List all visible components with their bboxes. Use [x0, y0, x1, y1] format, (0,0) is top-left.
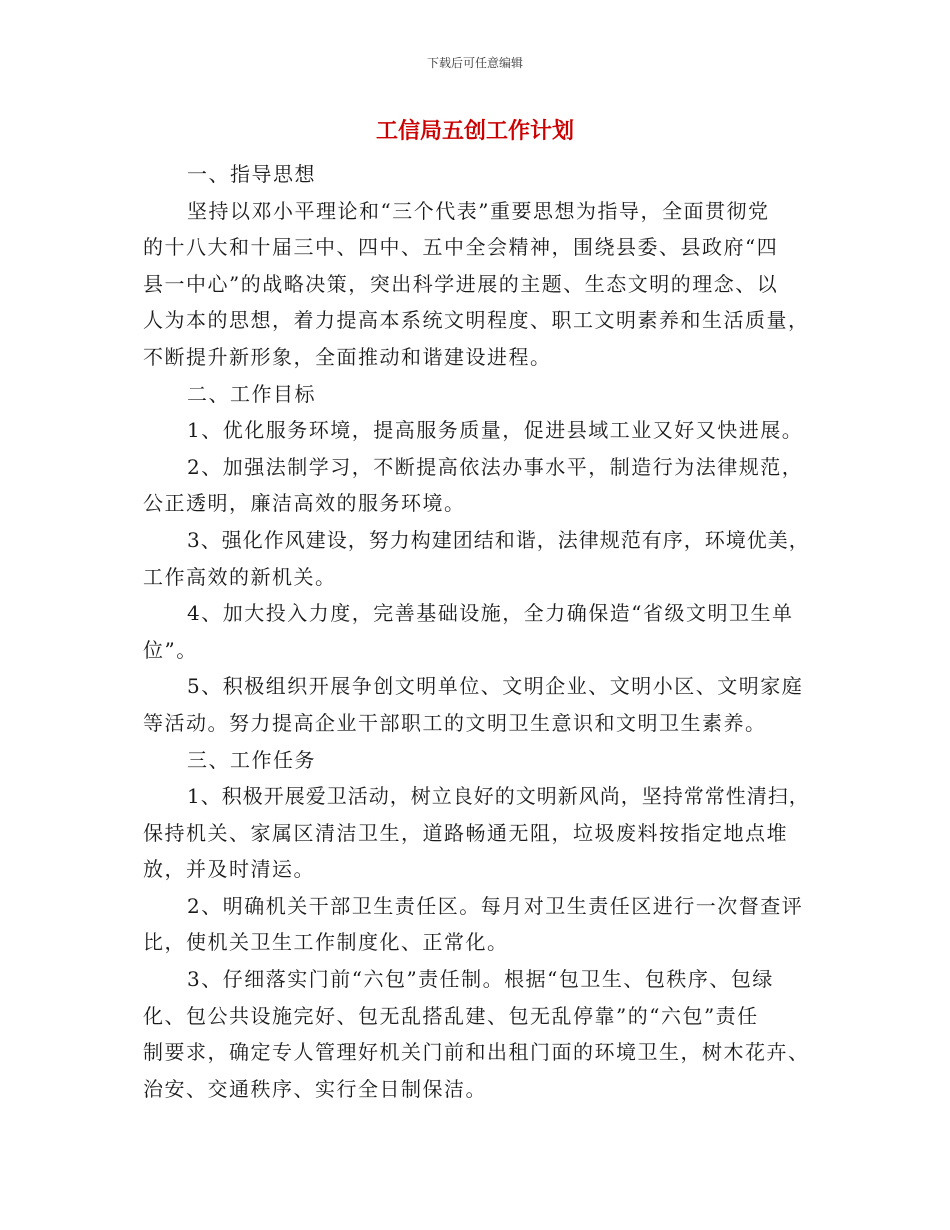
- text-line: 县一中心”的战略决策，突出科学进展的主题、生态文明的理念、以: [143, 271, 779, 296]
- text-line: 的十八大和十届三中、四中、五中全会精神，围绕县委、县政府“四: [143, 235, 779, 260]
- text-line: 工作高效的新机关。: [143, 564, 337, 589]
- text-line: 坚持以邓小平理论和“三个代表”重要思想为指导，全面贯彻党: [187, 198, 770, 223]
- text-line: 1、积极开展爱卫活动，树立良好的文明新风尚，坚持常常性清扫，: [187, 784, 810, 809]
- document-title: 工信局五创工作计划: [375, 119, 574, 144]
- text-line: 化、包公共设施完好、包无乱搭乱建、包无乱停靠”的“六包”责任: [143, 1003, 759, 1028]
- text-line: 二、工作目标: [187, 381, 316, 406]
- text-line: 不断提升新形象，全面推动和谐建设进程。: [143, 344, 552, 369]
- text-line: 一、指导思想: [187, 162, 316, 186]
- text-line: 5、积极组织开展争创文明单位、文明企业、文明小区、文明家庭: [187, 674, 804, 699]
- text-line: 放，并及时清运。: [143, 857, 315, 882]
- text-line: 三、工作任务: [187, 747, 316, 772]
- text-line: 比，使机关卫生工作制度化、正常化。: [143, 930, 509, 955]
- text-line: 制要求，确定专人管理好机关门前和出租门面的环境卫生，树木花卉、: [143, 1040, 810, 1065]
- header-note: 下载后可任意编辑: [426, 56, 523, 70]
- text-line: 4、加大投入力度，完善基础设施，全力确保造“省级文明卫生单: [187, 601, 794, 626]
- document-body: [143, 156, 813, 1107]
- text-line: 2、加强法制学习，不断提高依法办事水平，制造行为法律规范，: [187, 454, 804, 479]
- text-line: 人为本的思想，着力提高本系统文明程度、职工文明素养和生活质量，: [143, 308, 810, 333]
- text-line: 等活动。努力提高企业干部职工的文明卫生意识和文明卫生素养。: [143, 710, 767, 735]
- text-line: 1、优化服务环境，提高服务质量，促进县域工业又好又快进展。: [187, 418, 804, 443]
- text-line: 3、强化作风建设，努力构建团结和谐，法律规范有序，环境优美，: [187, 527, 810, 552]
- text-line: 公正透明，廉洁高效的服务环境。: [143, 491, 466, 516]
- text-line: 治安、交通秩序、实行全日制保洁。: [143, 1076, 487, 1101]
- text-line: 保持机关、家属区清洁卫生，道路畅通无阻，垃圾废料按指定地点堆: [143, 820, 788, 845]
- text-line: 2、明确机关干部卫生责任区。每月对卫生责任区进行一次督查评: [187, 893, 804, 918]
- text-line: 位”。: [143, 637, 198, 662]
- text-line: 3、仔细落实门前“六包”责任制。根据“包卫生、包秩序、包绿: [187, 967, 774, 992]
